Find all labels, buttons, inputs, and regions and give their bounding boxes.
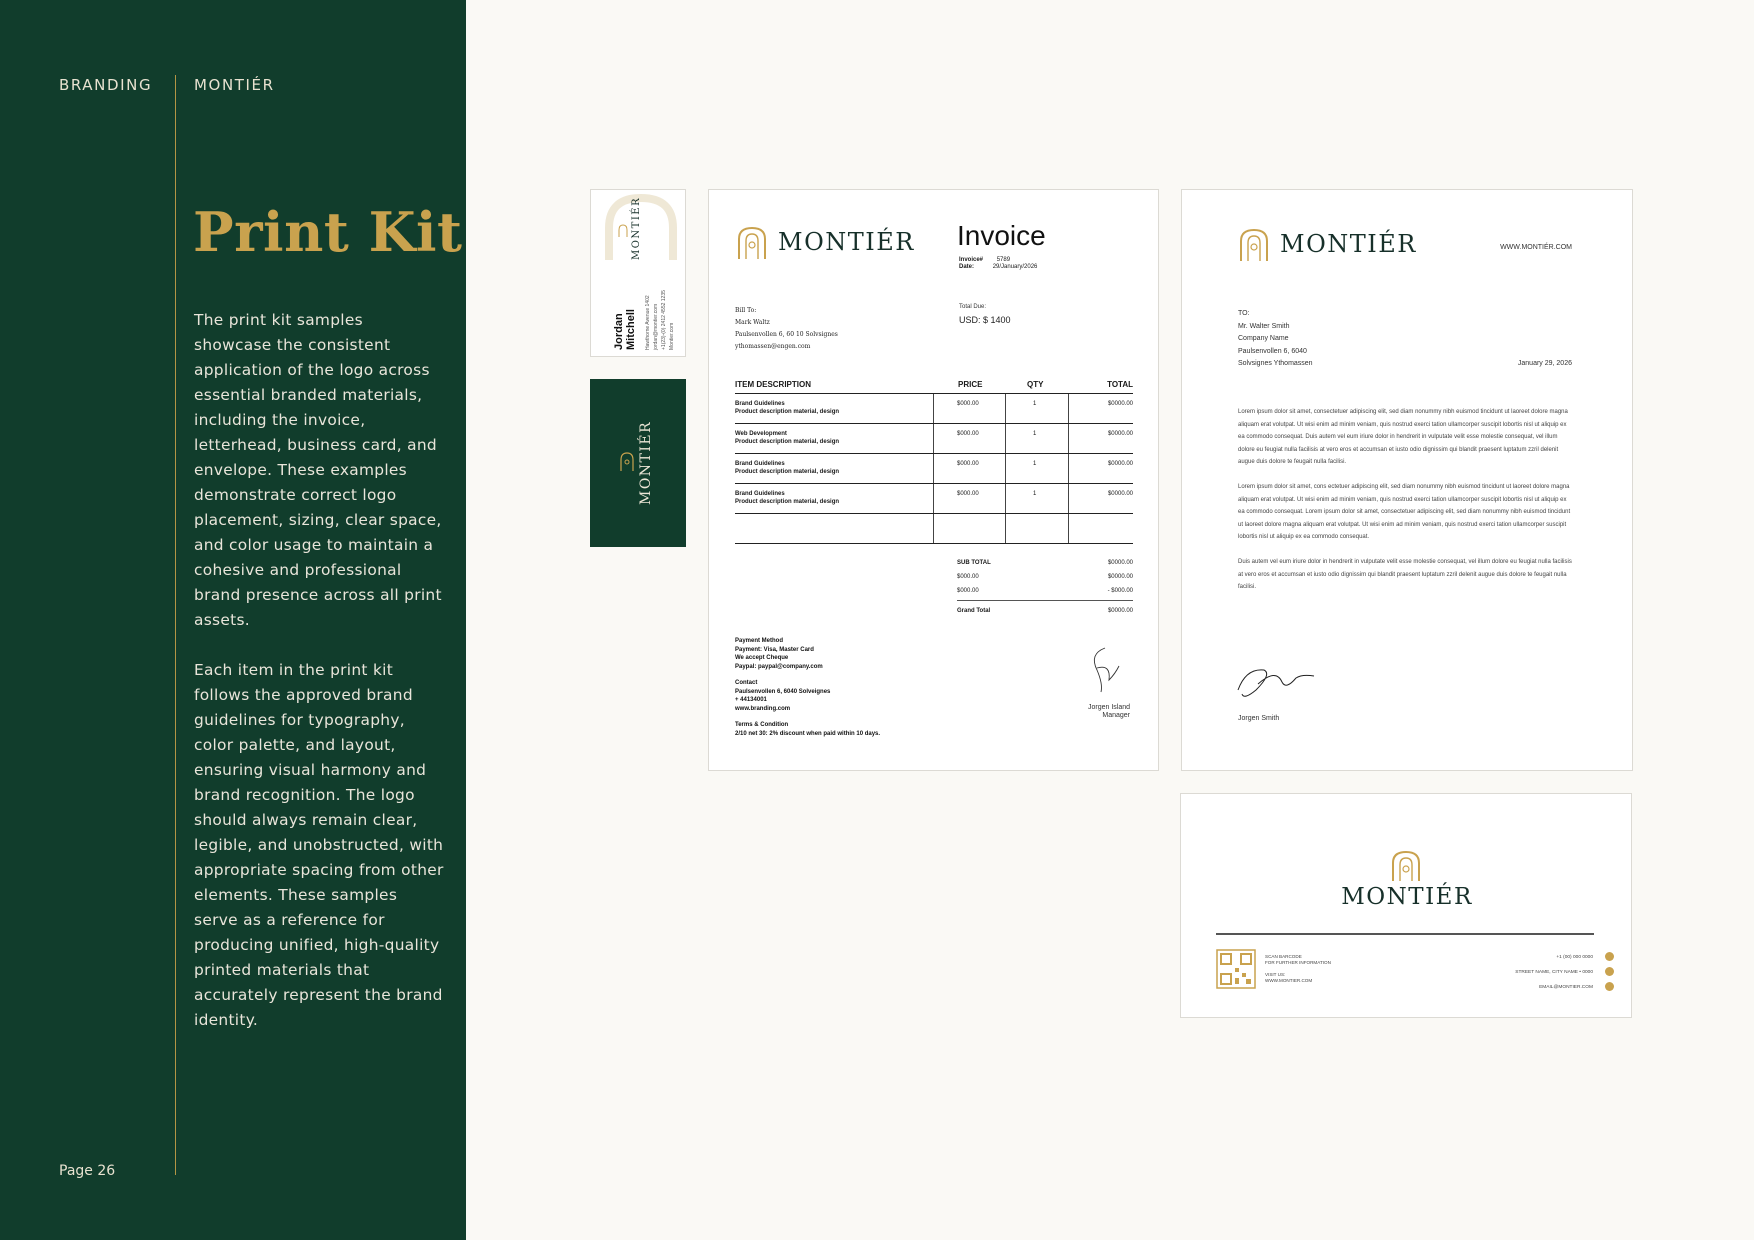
section-label: BRANDING bbox=[59, 76, 153, 94]
envelope-logo-mark-icon bbox=[1389, 850, 1423, 882]
table-row bbox=[735, 484, 1133, 514]
qr-code-icon bbox=[1216, 949, 1256, 989]
grand-total-label: Grand Total bbox=[957, 608, 991, 614]
paragraph-1: The print kit samples showcase the consistent application of the logo across essential branded materials, including the invoice, letterhead, business card, and envelope. These examples demonstrate correct logo placement, sizing, clear space, and color usage to maintain a cohesive and professional brand presence across all print assets. bbox=[194, 311, 442, 629]
item-total: $0000.00 bbox=[1107, 401, 1133, 407]
bill-to-block: Bill To: Mark Waltz Paulsenvollen 6, 60 10 Solvsignes ythomassen@engen.com bbox=[735, 307, 838, 350]
envelope-contacts bbox=[1515, 950, 1593, 995]
table-row bbox=[735, 394, 1133, 424]
item-qty: 1 bbox=[1033, 491, 1037, 497]
card-front-logo: MONTIÉR bbox=[631, 196, 642, 260]
totals-block: SUB TOTAL $0000.00 $000.00 $0000.00 $000.00 - $000.00 Grand Total $0000.00 bbox=[957, 556, 1133, 618]
envelope-scan: SCAN BARCODE FOR FURTHER INFORMATION VISIT US: WWW.MONTIER.COM bbox=[1265, 954, 1331, 983]
total-due-label: Total Due: bbox=[959, 304, 987, 310]
envelope-phone: +1 (00) 000 0000 bbox=[1556, 955, 1593, 960]
business-card-back bbox=[590, 379, 686, 547]
total-due: USD: $ 1400 bbox=[959, 315, 1011, 325]
phone-icon bbox=[1605, 952, 1614, 961]
card-back-mark-icon bbox=[620, 452, 634, 472]
envelope-brand: MONTIÉR bbox=[1341, 884, 1473, 910]
business-card-front bbox=[590, 189, 686, 357]
invoice-brand: MONTIÉR bbox=[778, 228, 915, 256]
card-front-mark-icon bbox=[618, 224, 628, 238]
card-phone: +1(23)-(0) 2412 4552 1235 bbox=[661, 290, 667, 350]
envelope-email: EMAIL@MONTIER.COM bbox=[1539, 985, 1593, 990]
invoice-sheet bbox=[708, 189, 1159, 771]
paragraph-2: Each item in the print kit follows the approved brand guidelines for typography, color palette, and layout, ensuring visual harmony and brand recognition. The logo should always remain clear, legible, and unobstructed, with appropriate spacing from other elements. These samples serve as a reference for producing unified, high-quality printed materials that accurately represent the brand identity. bbox=[194, 661, 444, 1029]
brand-label: MONTIÉR bbox=[194, 76, 275, 94]
card-website: Montier.com bbox=[669, 322, 675, 350]
recipient-block: TO: Mr. Walter Smith Company Name Paulsenvollen 6, 6040 Solvsignes Ythomassen bbox=[1238, 310, 1313, 367]
table-row bbox=[735, 424, 1133, 454]
invoice-table bbox=[735, 380, 1133, 544]
letterhead-logo-mark-icon bbox=[1237, 228, 1271, 262]
invoice-no-label: Invoice# bbox=[959, 257, 984, 263]
letterhead-brand: MONTIÉR bbox=[1280, 230, 1417, 258]
letter-signer: Jorgen Smith bbox=[1238, 715, 1280, 722]
card-first-name: Jordan bbox=[613, 313, 625, 350]
card-last-name: Mitchell bbox=[625, 309, 637, 350]
item-qty: 1 bbox=[1033, 461, 1037, 467]
table-row bbox=[735, 454, 1133, 484]
invoice-date-label: Date: bbox=[959, 264, 975, 270]
page-title: Print Kit bbox=[193, 200, 463, 264]
sidebar bbox=[0, 0, 466, 1240]
invoice-title: Invoice bbox=[957, 220, 1046, 251]
item-total: $0000.00 bbox=[1107, 461, 1133, 467]
invoice-logo-mark-icon bbox=[735, 226, 769, 260]
card-address: Hawthorne Avenue 1402 bbox=[645, 295, 651, 350]
table-header: ITEM DESCRIPTION PRICE QTY TOTAL bbox=[735, 380, 1133, 394]
item-price: $000.00 bbox=[957, 491, 979, 497]
item-total: $0000.00 bbox=[1107, 431, 1133, 437]
item-description: Brand Guidelines Product description material, design bbox=[735, 491, 840, 505]
item-price: $000.00 bbox=[957, 401, 979, 407]
item-qty: 1 bbox=[1033, 401, 1037, 407]
card-back-logo: MONTIÉR bbox=[638, 420, 654, 505]
invoice-no: 5789 bbox=[996, 257, 1011, 263]
item-description: Brand Guidelines Product description material, design bbox=[735, 461, 840, 475]
grand-total: $0000.00 bbox=[1107, 608, 1133, 614]
item-price: $000.00 bbox=[957, 461, 979, 467]
letterhead-sheet bbox=[1181, 189, 1633, 771]
table-empty-row bbox=[735, 514, 1133, 544]
item-price: $000.00 bbox=[957, 431, 979, 437]
invoice-signer: Jorgen Island Manager bbox=[1087, 704, 1130, 719]
letterhead-signature-icon bbox=[1236, 660, 1316, 704]
card-contacts bbox=[644, 190, 676, 350]
card-email: jordan@montier.com bbox=[653, 303, 659, 350]
mail-icon bbox=[1605, 982, 1614, 991]
letterhead-website: WWW.MONTIÉR.COM bbox=[1500, 244, 1572, 251]
envelope-rule bbox=[1216, 933, 1594, 935]
item-description: Brand Guidelines Product description material, design bbox=[735, 401, 840, 415]
item-description: Web Development Product description material, design bbox=[735, 431, 840, 445]
description bbox=[194, 308, 444, 1033]
item-total: $0000.00 bbox=[1107, 491, 1133, 497]
item-qty: 1 bbox=[1033, 431, 1037, 437]
envelope-address: STREET NAME, CITY NAME • 0000 bbox=[1515, 970, 1593, 975]
letter-date: January 29, 2026 bbox=[1517, 360, 1572, 367]
invoice-signature-icon bbox=[1083, 644, 1123, 694]
divider-line bbox=[175, 75, 176, 1175]
envelope bbox=[1180, 793, 1632, 1018]
invoice-date: 29/January/2026 bbox=[992, 264, 1038, 270]
payment-block: Payment Method Payment: Visa, Master Card We accept Cheque Paypal: paypal@company.com Contact Paulsenvollen 6, 6040 Solveignes + 44134001 www.branding.com Terms & Condition 2/10 net 30: 2% discount when paid within 10 days. bbox=[735, 638, 881, 737]
letter-body: Lorem ipsum dolor sit amet, consectetuer adipiscing elit, sed diam nonummy nibh euismod tincidunt ut laoreet dolore magna aliquam erat volutpat. Ut wisi enim ad minim veniam, quis nostrud exerci tation ullamcorper suscipit lobortis nisl ut aliquip ex ea commodo consequat. Duis autem vel eum iriure dolor in hendrerit in vulputate velit esse molestie consequat, vel illum dolore eu feugiat nulla facilisis at vero eros et accumsan et iusto odio dignissim qui blandit praesent luptatum zzril delenit augue duis dolore te feugait nulla facilisi. Lorem ipsum dolor sit amet, cons ectetuer adipiscing elit, sed diam nonummy nibh euismod tincidunt ut laoreet dolore magna aliquam erat volutpat. Ut wisi enim ad minim veniam, quis nostrud exerci tation ullamcorper suscipit lobortis nisl ut aliquip ex ea commodo consequat. Lorem ipsum dolor sit amet, consectetuer adipiscing elit, sed diam nonummy nibh euismod tincidunt ut laoreet dolore magna aliquam erat volutpat. Ut wisi enim ad minim veniam, quis nostrud exerci tation ullamcorper suscipit lobortis nisl ut aliquip ex ea commodo consequat. Duis autem vel eum iriure dolor in hendrerit in vulputate velit esse molestie consequat, vel illum dolore eu feugiat nulla facilisis at vero eros et accumsan et iusto odio dignissim qui blandit praesent luptatum zzril delenit augue duis dolore te feugait nulla facilisi. bbox=[1238, 409, 1572, 591]
page-number: Page 26 bbox=[59, 1163, 116, 1179]
location-icon bbox=[1605, 967, 1614, 976]
